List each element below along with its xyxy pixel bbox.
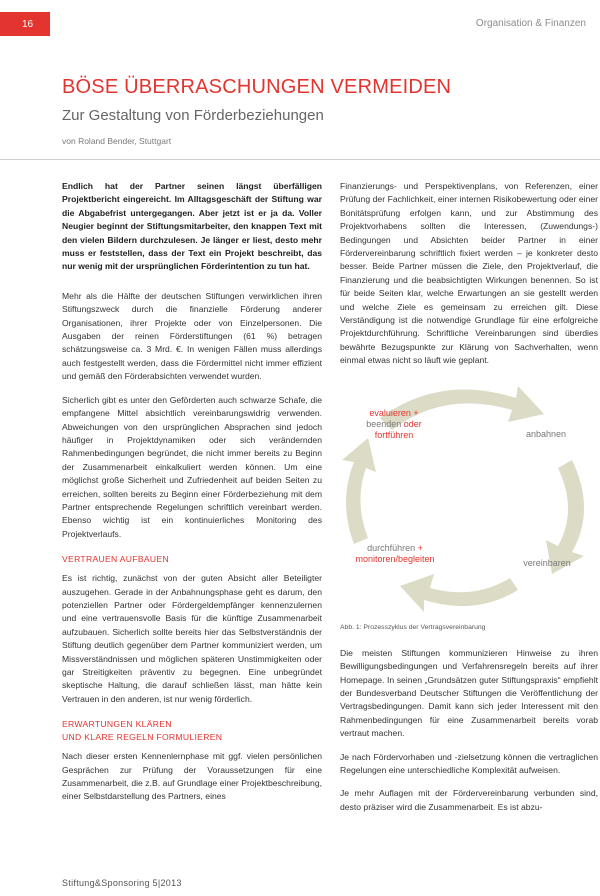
body-paragraph-5: Finanzierungs- und Perspektivenplans, von Referenzen, einer Prüfung der Fachlichkeit, einer internen Risikobewertung oder einer Bonitätsprüfung erfolgen kann, und zur Abstimmung des Projektvorhabens sollten die Interessen, (Zuwendungs-) Bedingungen und Absichten beider Partner in einer Fördervereinbarung schriftlich fixiert werden – je konkreter desto besser. Beide Partner müssen die Ziele, den Projektverlauf, die Finanzierung und die beabsichtigten Wirkungen benennen. So ist für beide Seiten klar, welche Erwartungen an sie gestellt werden und welche Ziele es gemeinsam zu erreichen gilt. Diese Verständigung ist die notwendige Grundlage für eine erfolgreiche Projektdurchführung. Schriftliche Vereinbarungen sind überdies bewährte Bezugspunkte zur Klärung von Sachverhalten, wenn einmal etwas nicht so läuft wie geplant. bbox=[340, 181, 598, 366]
process-cycle-diagram bbox=[340, 380, 598, 620]
left-column bbox=[62, 180, 322, 804]
body-paragraph-6: Die meisten Stiftungen kommunizieren Hinweise zu ihren Bewilligungsbedingungen und Verfahrensregeln bereits auf ihrer Homepage. In seinen „Grundsätzen guter Stiftungspraxis“ empfiehlt der Bundesverband Deutscher Stiftungen die Veröffentlichung der Vertragsbedingungen. Damit kann sich jeder Interessent mit den Rahmenbedingungen für eine Zusammenarbeit bereits vorab vertraut machen. bbox=[340, 647, 598, 739]
label-initiate: anbahnen bbox=[525, 428, 567, 439]
label-evaluate-line1: evaluieren + bbox=[369, 407, 419, 418]
label-evaluate bbox=[348, 408, 440, 441]
arrow-right bbox=[546, 460, 584, 574]
body-paragraph-3: Es ist richtig, zunächst von der guten Absicht aller Beteiligter auszugehen. Gerade in der Anbahnungsphase geht es darum, den potenziellen Partner oder Fördergeldempfänger kennenzulernen und eine vertrauensvolle Basis für die künftige Zusammenarbeit aufzubauen. Sicherlich sollte bereits hier das Selbstverständnis der Stiftung deutlich gegenüber dem Partner kommuniziert werden, um Missverständnissen und möglichen späteren Unstimmigkeiten oder gar Streitigkeiten präventiv zu begegnen. Eine unbegründet skeptische Haltung, die darauf schließen lässt, man hätte kein Vertrauen in den anderen, ist nur wenig förderlich. bbox=[62, 573, 322, 704]
subheading-expectations-2: UND KLARE REGELN FORMULIEREN bbox=[62, 732, 223, 743]
right-column bbox=[340, 180, 598, 814]
label-execute-line2: monitoren/begleiten bbox=[355, 553, 435, 564]
body-paragraph-1: Mehr als die Hälfte der deutschen Stiftungen verwirklichen ihren Stiftungszweck durch die finanzielle Förderung anderer Organisationen, ihrer Projekte oder von Einzelpersonen. Die Ausgaben der reinen Förderstiftungen (61 %) betragen schätzungsweise ca. 3 Mrd. €. In wenigen Fällen muss allerdings auch festgestellt werden, dass die Fördermittel nicht immer effizient und gemäß den Förderabsichten verwendet wurden. bbox=[62, 290, 322, 382]
label-execute-plus: + bbox=[417, 542, 423, 553]
article-title: BÖSE ÜBERRASCHUNGEN VERMEIDEN bbox=[62, 76, 452, 98]
label-evaluate-end: beenden bbox=[366, 418, 402, 429]
article-byline: von Roland Bender, Stuttgart bbox=[62, 136, 172, 146]
page-number-badge bbox=[0, 12, 50, 36]
body-paragraph-2: Sicherlich gibt es unter den Geförderten auch schwarze Schafe, die empfangene Mittel absichtlich vereinbarungswidrig verwenden. Abweichungen von den ursprünglichen Absprachen sind jedoch häufiger in Projektdynamiken oder sich verändernden Rahmenbedingungen begründet, die nicht immer bereits zu Beginn der Zusammenarbeit einkalkuliert werden können. Um eine möglichst große Sicherheit und Zufriedenheit auf beiden Seiten zu erreichen, sollten bereits zu Beginn einer Förderbeziehung mit dem Partner entsprechende Regelungen schriftlich vereinbart werden. Ebenso wichtig ist ein kontinuierliches Monitoring des Projektverlaufs. bbox=[62, 394, 322, 539]
diagram-caption: Abb. 1: Prozesszyklus der Vertragsvereinbarung bbox=[340, 623, 486, 631]
page-number: 16 bbox=[22, 18, 34, 30]
footer-publication: Stiftung&Sponsoring 5|2013 bbox=[62, 878, 182, 888]
label-execute bbox=[340, 543, 450, 565]
subheading-trust: VERTRAUEN AUFBAUEN bbox=[62, 554, 169, 565]
section-label: Organisation & Finanzen bbox=[475, 18, 586, 29]
label-execute-do: durchführen bbox=[367, 542, 416, 553]
body-paragraph-4: Nach dieser ersten Kennenlernphase mit ggf. vielen persönlichen Gesprächen zur Prüfung der Voraussetzungen für eine Zusammenarbeit, die z.B. auf Grundlage einer Projektbeschreibung, einer Selbstdarstellung des Partners, eines bbox=[62, 751, 322, 802]
arrow-bottom bbox=[400, 574, 518, 612]
header-divider bbox=[0, 159, 600, 160]
arrow-left bbox=[342, 438, 376, 544]
lead-paragraph: Endlich hat der Partner seinen längst überfälligen Projektbericht eingereicht. Im Alltagsgeschäft der Stiftung war die Abgabefrist untergegangen. Aber jetzt ist er ja da. Voller Neugier beginnt der Stiftungsmitarbeiter, den knappen Text mit den vielen Bildern durchzulesen. Je länger er liest, desto mehr muss er feststellen, dass der Text ein Projekt beschreibt, das nur wenig mit der ursprünglichen Förderintention zu tun hat. bbox=[62, 181, 322, 272]
subheading-expectations-1: ERWARTUNGEN KLÄREN bbox=[62, 719, 172, 730]
body-paragraph-8: Je mehr Auflagen mit der Fördervereinbarung verbunden sind, desto präziser wird die Zusammenarbeit. Es ist abzu- bbox=[340, 788, 598, 812]
label-agree: vereinbaren bbox=[523, 557, 571, 568]
label-evaluate-or: oder bbox=[403, 418, 422, 429]
label-evaluate-line3: fortführen bbox=[374, 429, 414, 440]
body-paragraph-7: Je nach Fördervorhaben und -zielsetzung können die vertraglichen Regelungen eine unterschiedliche Komplexität aufweisen. bbox=[340, 751, 598, 775]
article-subtitle: Zur Gestaltung von Förderbeziehungen bbox=[62, 107, 324, 124]
